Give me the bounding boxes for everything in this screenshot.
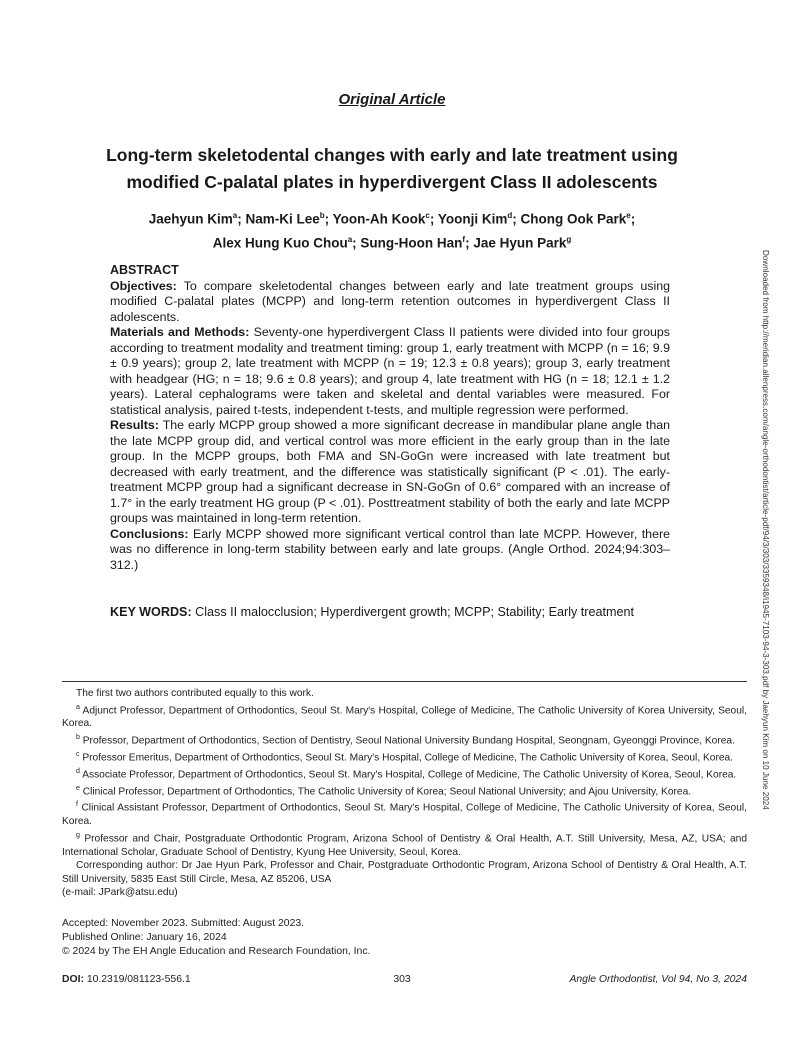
download-notice bbox=[762, 250, 778, 970]
affiliation-mark: e bbox=[76, 784, 80, 792]
download-notice-text: Downloaded from http://meridian.allenpress.com/angle-orthodontist/article-pdf/94/3/303/3359348/i1945-7103-94-3-303.pdf by Jaehyun Kim on 10 June 2024 bbox=[761, 250, 770, 810]
corresponding-author-note: Corresponding author: Dr Jae Hyun Park, Professor and Chair, Postgraduate Orthodontic Program, Arizona School of Dentistry & Oral Health, A.T. Still University, 5835 East Still Circle, Mesa, AZ 85206, USA bbox=[62, 860, 747, 885]
results-text: The early MCPP group showed a more significant decrease in mandibular plane angle than the late MCPP group did, and vertical control was more efficient in the early group than in the late group. In the MCPP groups, both FMA and SN-GoGn were increased with late treatment but decreased with early treatment, and the difference was statistically significant (P < .01). The early-treatment MCPP group had a significant decrease in SN-GoGn of 0.6° compared with an increase of 1.7° in the early treatment HG group (P < .01). Posttreatment stability of both the early and late MCPP groups was maintained in long-term retention. bbox=[110, 418, 670, 525]
keywords-label: KEY WORDS: bbox=[110, 605, 192, 619]
journal-citation: Angle Orthodontist, Vol 94, No 3, 2024 bbox=[569, 974, 747, 985]
objectives-text: To compare skeletodental changes between early and late treatment groups using modified C-palatal plates (MCPP) and long-term retention outcomes in hyperdivergent Class II adolescents. bbox=[110, 278, 670, 324]
affiliation-text: Professor Emeritus, Department of Orthodontics, Seoul St. Mary's Hospital, College of Medicine, The Catholic University of Korea, Seoul, Korea. bbox=[82, 752, 733, 764]
author-name: Alex Hung Kuo Chou bbox=[212, 235, 348, 250]
author-name: Chong Ook Park bbox=[520, 211, 627, 227]
affiliation-text: Adjunct Professor, Department of Orthodontics, Seoul St. Mary's Hospital, College of Medicine, The Catholic University of Korea University, Seoul, Korea. bbox=[62, 704, 747, 730]
author-name: Sung-Hoon Han bbox=[360, 235, 463, 250]
title-line: Long-term skeletodental changes with early and late treatment using bbox=[106, 145, 678, 165]
footnote-divider bbox=[62, 681, 747, 682]
author-name: Yoon-Ah Kook bbox=[332, 211, 426, 227]
footnotes bbox=[62, 687, 747, 900]
author-name: Jae Hyun Park bbox=[473, 235, 567, 250]
submission-dates: Accepted: November 2023. Submitted: August 2023. bbox=[62, 918, 305, 929]
published-online-date: Published Online: January 16, 2024 bbox=[62, 932, 227, 943]
copyright-notice: © 2024 by The EH Angle Education and Research Foundation, Inc. bbox=[62, 946, 371, 957]
abstract-objectives bbox=[110, 279, 670, 326]
keywords bbox=[110, 604, 670, 620]
corresponding-email: (e-mail: JPark@atsu.edu) bbox=[62, 887, 178, 899]
abstract-results bbox=[110, 418, 670, 527]
objectives-label: Objectives: bbox=[110, 278, 177, 293]
affiliation-mark: a bbox=[76, 703, 80, 711]
affiliation-mark: a bbox=[232, 211, 238, 220]
affiliation-mark: b bbox=[76, 733, 80, 741]
abstract-heading: ABSTRACT bbox=[110, 263, 179, 277]
results-label: Results: bbox=[110, 418, 159, 432]
affiliation-text: Clinical Assistant Professor, Department of Orthodontics, Seoul St. Mary's Hospital, College of Medicine, The Catholic University of Korea, Seoul, Korea. bbox=[62, 802, 747, 828]
title-line: modified C-palatal plates in hyperdivergent Class II adolescents bbox=[126, 172, 658, 192]
affiliation-text: Associate Professor, Department of Orthodontics, Seoul St. Mary's Hospital, College of Medicine, The Catholic University of Korea, Seoul, Korea. bbox=[82, 769, 737, 781]
affiliation-text: Clinical Professor, Department of Orthodontics, The Catholic University of Korea; Seoul National University; and Ajou University, Korea. bbox=[82, 785, 692, 797]
methods-text: Seventy-one hyperdivergent Class II patients were divided into four groups according to treatment modality and treatment timing: group 1, early treatment with MCPP (n = 16; 9.9 ± 0.9 years); group 2, late treatment with MCPP (n = 19; 12.3 ± 0.8 years); group 3, early treatment with headgear (HG; n = 18; 9.6 ± 0.8 years); and group 4, late treatment with HG (n = 18; 12.1 ± 1.2 years). Lateral cephalograms were taken and skeletal and dental variables were measured. For statistical analysis, paired t-tests, independent t-tests, and multiple regression were performed. bbox=[110, 325, 671, 417]
affiliation-note bbox=[62, 829, 747, 859]
page-footer bbox=[62, 974, 747, 990]
doi bbox=[62, 974, 191, 985]
section-label: Original Article bbox=[338, 91, 446, 108]
affiliation-mark: d bbox=[507, 211, 513, 220]
affiliation-mark: f bbox=[462, 234, 466, 244]
doi-label: DOI: bbox=[62, 974, 84, 985]
abstract-conclusions bbox=[110, 527, 670, 574]
conclusions-text: Early MCPP showed more significant vertical control than late MCPP. However, there was no difference in long-term stability between early and late groups. (Angle Orthod. 2024;94:303–312.) bbox=[110, 526, 670, 572]
abstract bbox=[110, 263, 670, 573]
author-line: Jaehyun Kim$^a$; Nam-Ki Lee$^b$; Yoon-Ah Kook$^c$; Yoonji Kim$^d$; Chong Ook Park$^e$; bbox=[148, 211, 636, 227]
affiliation-mark: c bbox=[425, 211, 430, 220]
affiliation-mark: e bbox=[626, 211, 631, 220]
affiliation-text: Professor, Department of Orthodontics, Section of Dentistry, Seoul National University Bundang Hospital, Seongnam, Gyeonggi Province, Korea. bbox=[82, 735, 735, 747]
affiliation-note bbox=[62, 782, 747, 799]
author-line: Alex Hung Kuo Chou$^a$; Sung-Hoon Han$^f$; Jae Hyun Park$^g$ bbox=[212, 234, 572, 250]
keywords-text: Class II malocclusion; Hyperdivergent growth; MCPP; Stability; Early treatment bbox=[195, 605, 634, 619]
affiliation-note bbox=[62, 701, 747, 731]
article-title bbox=[70, 142, 714, 196]
abstract-methods bbox=[110, 325, 670, 418]
author-name: Jaehyun Kim bbox=[148, 211, 233, 227]
affiliation-mark: g bbox=[566, 234, 572, 244]
author-name: Nam-Ki Lee bbox=[245, 211, 320, 227]
affiliation-mark: b bbox=[319, 211, 325, 220]
affiliation-mark: f bbox=[76, 801, 78, 809]
affiliation-note bbox=[62, 765, 747, 782]
affiliation-note bbox=[62, 798, 747, 828]
publication-info bbox=[62, 917, 747, 959]
doi-value: 10.2319/081123-556.1 bbox=[86, 974, 191, 985]
conclusions-label: Conclusions: bbox=[110, 526, 189, 541]
affiliation-mark: g bbox=[76, 831, 80, 839]
equal-contribution-note: The first two authors contributed equally to this work. bbox=[76, 688, 314, 699]
affiliation-mark: d bbox=[76, 767, 80, 775]
author-list bbox=[70, 206, 714, 253]
methods-label: Materials and Methods: bbox=[110, 325, 250, 339]
affiliation-mark: c bbox=[76, 750, 80, 758]
affiliation-text: Professor and Chair, Postgraduate Orthodontic Program, Arizona School of Dentistry & Oral Health, A.T. Still University, Mesa, AZ, USA; and International Scholar, Graduate School of Dentistry, Kyung Hee University, Seoul, Korea. bbox=[62, 833, 747, 858]
affiliation-note bbox=[62, 748, 747, 765]
author-name: Yoonji Kim bbox=[437, 211, 508, 227]
affiliation-note bbox=[62, 731, 747, 748]
page-number: 303 bbox=[393, 974, 411, 985]
affiliation-mark: a bbox=[347, 234, 353, 244]
